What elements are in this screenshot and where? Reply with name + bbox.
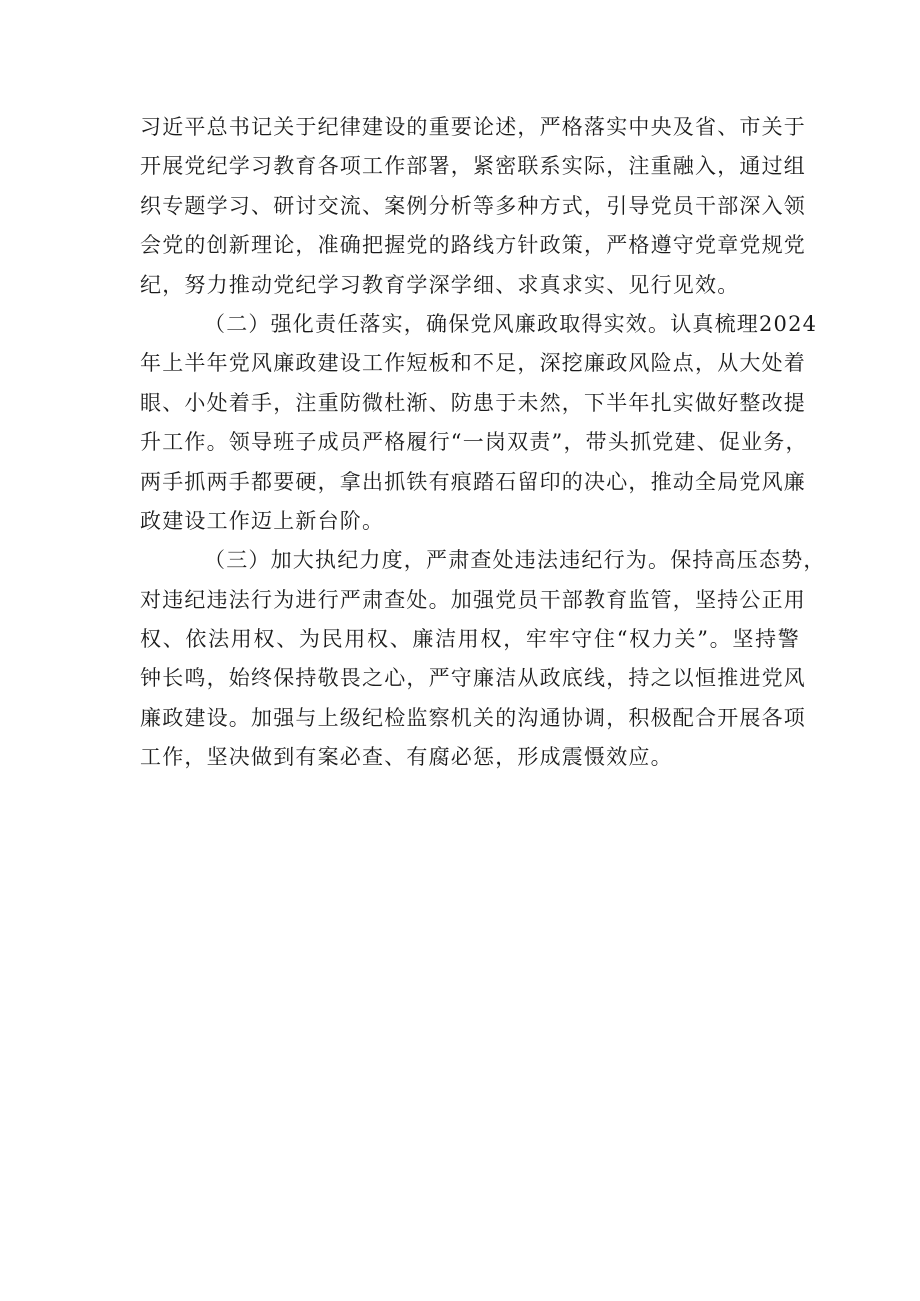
text-line: 两手抓两手都要硬，拿出抓铁有痕踏石留印的决心，推动全局党风廉 [140,469,806,494]
text-line: 习近平总书记关于纪律建设的重要论述，严格落实中央及省、市关于 [140,115,806,139]
document-body [140,108,826,778]
text-line: 开展党纪学习教育各项工作部署，紧密联系实际，注重融入，通过组 [140,154,806,179]
text-line: 钟长鸣，始终保持敬畏之心，严守廉洁从政底线，持之以恒推进党风 [140,666,806,691]
text-line: 会党的创新理论，准确把握党的路线方针政策，严格遵守党章党规党 [140,233,806,258]
text-line: 升工作。领导班子成员严格履行“一岗双责”，带头抓党建、促业务， [140,430,808,455]
text-line: 权、依法用权、为民用权、廉洁用权，牢牢守住“权力关”。坚持警 [140,627,800,652]
text-line: 年上半年党风廉政建设工作短板和不足，深挖廉政风险点，从大处着 [140,351,806,376]
text-line: 工作，坚决做到有案必查、有腐必惩，形成震慑效应。 [140,745,673,770]
paragraph-continuation [140,108,806,305]
paragraph-section-3 [140,541,826,777]
text-line: 眼、小处着手，注重防微杜渐、防患于未然，下半年扎实做好整改提 [140,390,806,415]
text-line: 政建设工作迈上新台阶。 [140,508,385,533]
section-heading-line: （三）加大执纪力度，严肃查处违法违纪行为。保持高压态势， [204,548,826,573]
text-line: 廉政建设。加强与上级纪检监察机关的沟通协调，积极配合开展各项 [140,705,806,730]
text-line: 对违纪违法行为进行严肃查处。加强党员干部教育监管，坚持公正用 [140,587,806,612]
text-line: 纪，努力推动党纪学习教育学深学细、求真求实、见行见效。 [140,272,740,297]
section-heading-line: （二）强化责任落实，确保党风廉政取得实效。认真梳理2024 [204,311,818,336]
text-line: 织专题学习、研讨交流、案例分析等多种方式，引导党员干部深入领 [140,193,806,218]
paragraph-section-2 [140,305,818,541]
